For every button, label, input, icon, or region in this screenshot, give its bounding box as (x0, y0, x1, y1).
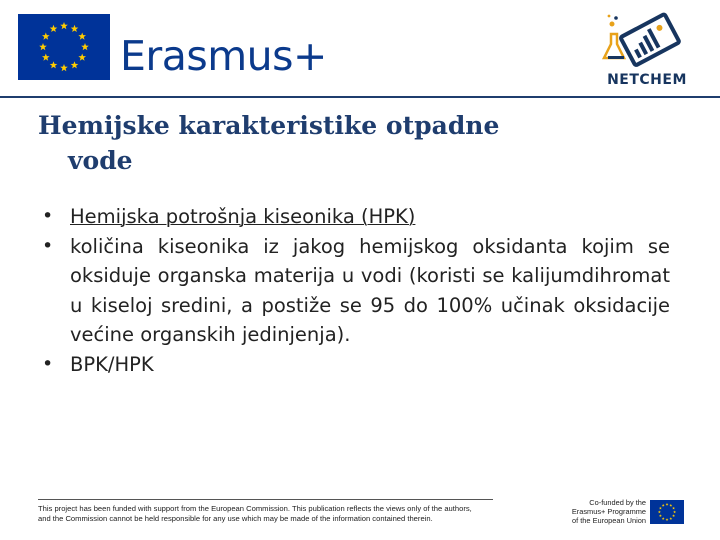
cofunded-line2: Erasmus+ Programme (571, 507, 646, 516)
bullet-item (38, 350, 670, 380)
disclaimer-line1: This project has been funded with support from the European Commission. This publication reflects the views only of the authors, (38, 504, 472, 513)
erasmus-plus-logo: Erasmus+ (120, 32, 327, 80)
eu-flag-icon (18, 14, 110, 80)
bullet-text: BPK/HPK (70, 352, 154, 376)
slide-title (38, 108, 678, 178)
bullet-list (38, 202, 670, 379)
bullet-marker: • (42, 234, 54, 257)
netchem-logo-text: NETCHEM (607, 72, 687, 88)
cofunded-line1: Co-funded by the (589, 498, 646, 507)
slide-title-line1: Hemijske karakteristike otpadne (38, 111, 500, 140)
bullet-marker: • (42, 205, 54, 227)
header-divider (0, 96, 720, 98)
disclaimer-line2: and the Commission cannot be held responsible for any use which may be made of the information contained therein. (38, 514, 433, 523)
bullet-item (38, 232, 670, 350)
footer-disclaimer (38, 504, 508, 524)
eu-flag-small-icon (650, 500, 684, 524)
cofunded-label (558, 498, 646, 525)
footer-divider (38, 499, 493, 500)
bullet-text: količina kiseonika iz jakog hemijskog oksidanta kojim se oksiduje organska materija u vodi (koristi se kalijumdihromat u kiseloj sredini, a postiže se 95 do 100% učinak oksidacije većine organskih jedinjenja). (70, 234, 670, 346)
bullet-text: Hemijska potrošnja kiseonika (HPK) (70, 205, 416, 228)
cofunded-line3: of the European Union (572, 516, 646, 525)
slide-title-line2: vode (68, 146, 133, 175)
bullet-item (38, 202, 670, 232)
bullet-marker: • (42, 352, 54, 375)
